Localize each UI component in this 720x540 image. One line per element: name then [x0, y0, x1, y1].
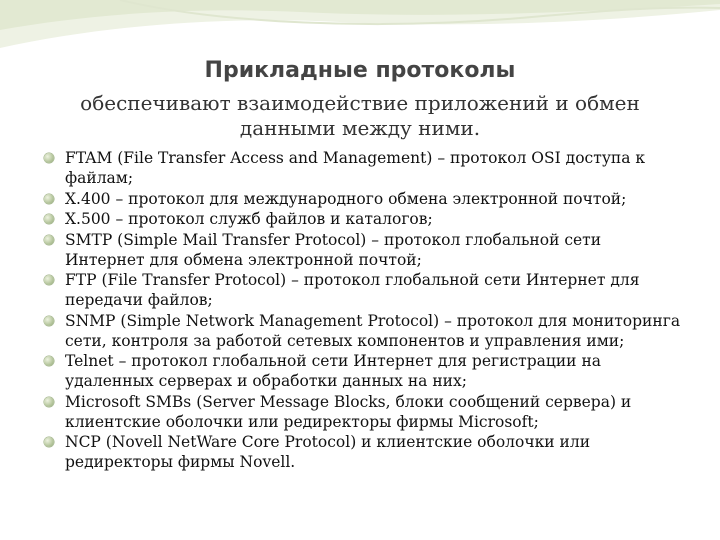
list-item	[44, 432, 684, 472]
bullet-icon	[44, 437, 54, 447]
bullet-icon	[44, 235, 54, 245]
bullet-icon	[44, 397, 54, 407]
bullet-icon	[44, 316, 54, 326]
list-item	[44, 392, 684, 432]
bullet-icon	[44, 275, 54, 285]
list-item-text: X.500 – протокол служб файлов и каталогов;	[65, 210, 433, 228]
list-item	[44, 209, 684, 229]
list-item-text: SMTP (Simple Mail Transfer Protocol) – протокол глобальной сети Интернет для обмена электронной почтой;	[65, 230, 602, 269]
list-item	[44, 230, 684, 270]
list-item	[44, 270, 684, 310]
bullet-icon	[44, 194, 54, 204]
list-item	[44, 189, 684, 209]
protocol-list	[44, 148, 684, 473]
slide-title: Прикладные протоколы	[204, 58, 516, 83]
list-item-text: Microsoft SMBs (Server Message Blocks, блоки сообщений сервера) и клиентские оболочки или редиректоры фирмы Microsoft;	[65, 392, 632, 431]
bullet-icon	[44, 356, 54, 366]
slide-subtitle: обеспечивают взаимодействие приложений и обмен данными между ними.	[80, 91, 640, 140]
list-item-text: Telnet – протокол глобальной сети Интернет для регистрации на удаленных серверах и обработки данных на них;	[65, 352, 602, 390]
list-item	[44, 148, 684, 188]
list-item-text: NCP (Novell NetWare Core Protocol) и клиентские оболочки или редиректоры фирмы Novell.	[65, 433, 591, 471]
list-item	[44, 311, 684, 351]
list-item-text: FTAM (File Transfer Access and Management) – протокол OSI доступа к файлам;	[65, 149, 646, 187]
bullet-icon	[44, 214, 54, 224]
list-item	[44, 351, 684, 391]
bullet-icon	[44, 153, 54, 163]
list-item-text: FTP (File Transfer Protocol) – протокол глобальной сети Интернет для передачи файлов;	[65, 271, 640, 309]
list-item-text: SNMP (Simple Network Management Protocol) – протокол для мониторинга сети, контроля за работой сетевых компонентов и управления ими;	[65, 311, 681, 350]
list-item-text: X.400 – протокол для международного обмена электронной почтой;	[65, 189, 627, 208]
